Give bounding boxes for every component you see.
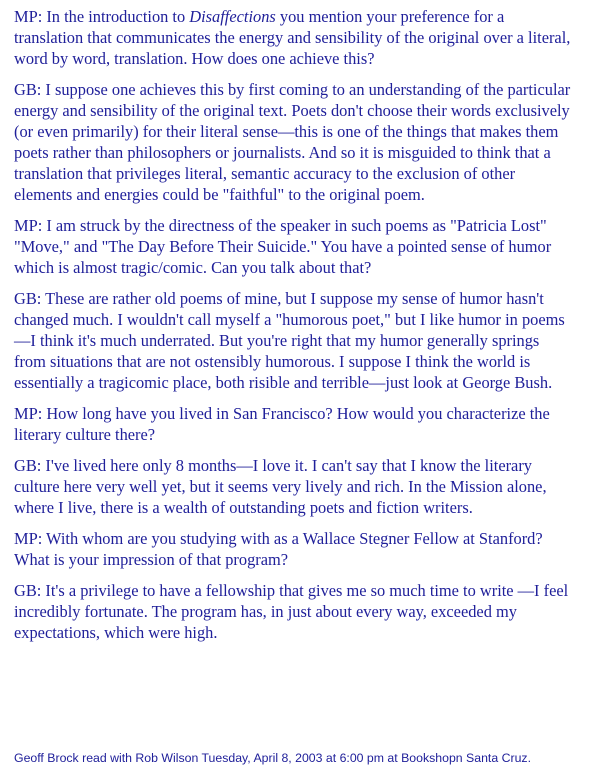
question-stegner-fellowship: MP: With whom are you studying with as a Wallace Stegner Fellow at Stanford? What is your impression of that program?	[14, 529, 543, 569]
interview-body	[14, 6, 574, 653]
question-humor: MP: I am struck by the directness of the speaker in such poems as "Patricia Lost" "Move," and "The Day Before Their Suicide." You have a pointed sense of humor which is almost tragic/comic. Can you talk about that?	[14, 216, 552, 277]
answer-stegner-fellowship: GB: It's a privilege to have a fellowship that gives me so much time to write —I feel incredibly fortunate. The program has, in just about every way, exceeded my expectations, which were high.	[14, 581, 569, 642]
question-translation-lead: MP: In the introduction to	[14, 7, 190, 26]
answer-san-francisco: GB: I've lived here only 8 months—I love it. I can't say that I know the literary culture here very well yet, but it seems very lively and rich. In the Mission alone, where I live, there is a wealth of outstanding poets and fiction writers.	[14, 456, 547, 517]
question-san-francisco: MP: How long have you lived in San Francisco? How would you characterize the literary culture there?	[14, 404, 550, 444]
question-translation-rest: you mention your preference for a translation that communicates the energy and sensibility of the original over a literal, word by word, translation. How does one achieve this?	[14, 7, 571, 68]
question-translation	[14, 6, 574, 69]
answer-humor: GB: These are rather old poems of mine, but I suppose my sense of humor hasn't changed much. I wouldn't call myself a "humorous poet," but I like humor in poems—I think it's much underrated. But you're right that my humor generally springs from situations that are not ostensibly humorous. I suppose I think the world is essentially a tragicomic place, both risible and terrible—just look at George Bush.	[14, 289, 565, 392]
answer-translation: GB: I suppose one achieves this by first coming to an understanding of the particular energy and sensibility of the original text. Poets don't choose their words exclusively (or even primarily) for their literal sense—this is one of the things that makes them poets rather than philosophers or journalists. And so it is misguided to think that a translation that privileges literal, semantic accuracy to the exclusion of other elements and energies could be "faithful" to the original poem.	[14, 80, 571, 204]
reading-event-note: Geoff Brock read with Rob Wilson Tuesday, April 8, 2003 at 6:00 pm at Bookshopn Santa Cruz.	[14, 751, 531, 765]
book-title: Disaffections	[189, 7, 276, 26]
